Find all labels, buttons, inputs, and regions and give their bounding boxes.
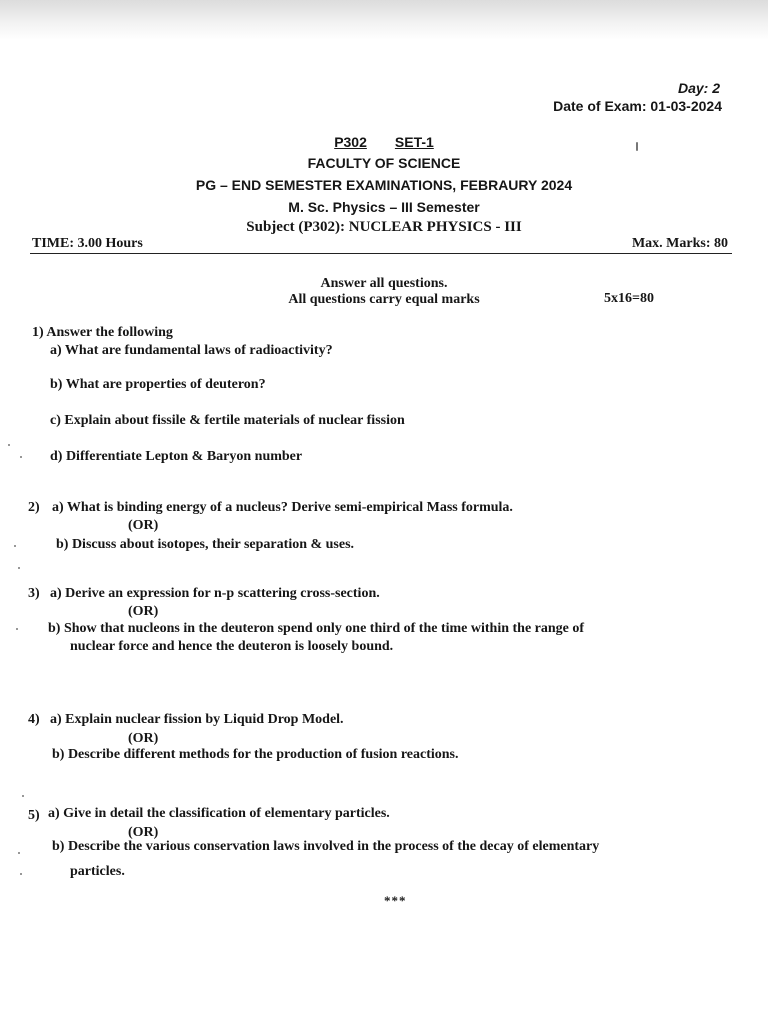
question-2b: b) Discuss about isotopes, their separation & uses. [56,537,355,552]
question-5b-continuation: particles. [70,864,125,879]
end-of-paper-mark: *** [384,893,407,908]
question-5-or: (OR) [128,825,159,840]
question-4b: b) Describe different methods for the production of fusion reactions. [52,747,459,762]
question-2-or: (OR) [128,518,159,533]
faculty-title: FACULTY OF SCIENCE [307,155,461,171]
question-5-number: 5) [28,808,40,823]
question-5b: b) Describe the various conservation laws involved in the process of the decay of elementary [52,839,600,854]
question-1-heading: 1) Answer the following [32,325,173,340]
scan-speck [22,795,24,797]
question-3-or: (OR) [128,604,159,619]
scan-speck [636,142,638,151]
question-1b: b) What are properties of deuteron? [50,377,266,392]
paper-code-line [0,134,768,150]
exam-time: TIME: 3.00 Hours [32,236,143,251]
instruction-line-2: All questions carry equal marks [288,292,480,307]
question-4a: a) Explain nuclear fission by Liquid Drop Model. [50,712,344,727]
exam-date: Date of Exam: 01-03-2024 [553,98,722,114]
course-title: M. Sc. Physics – III Semester [288,199,480,215]
examination-title: PG – END SEMESTER EXAMINATIONS, FEBRAURY 2024 [195,177,573,193]
question-3-number: 3) [28,586,40,601]
question-4-or: (OR) [128,731,159,746]
marks-scheme: 5x16=80 [604,291,654,306]
question-1d: d) Differentiate Lepton & Baryon number [50,449,303,464]
paper-set: SET-1 [394,134,434,150]
header-divider [30,253,732,254]
scan-speck [20,873,22,875]
instruction-line-1: Answer all questions. [320,276,448,291]
question-1a: a) What are fundamental laws of radioactivity? [50,343,333,358]
scan-edge-shadow [0,0,768,40]
question-3b-continuation: nuclear force and hence the deuteron is loosely bound. [70,639,394,654]
exam-day: Day: 2 [677,80,720,96]
question-1c: c) Explain about fissile & fertile materials of nuclear fission [50,413,405,428]
subject-title: Subject (P302): NUCLEAR PHYSICS - III [246,219,522,235]
question-5a: a) Give in detail the classification of elementary particles. [48,806,390,821]
question-3b: b) Show that nucleons in the deuteron spend only one third of the time within the range of [48,621,585,636]
paper-code: P302 [334,134,367,150]
scan-speck [8,444,10,446]
max-marks: Max. Marks: 80 [631,236,728,251]
question-2a: a) What is binding energy of a nucleus? Derive semi-empirical Mass formula. [52,500,513,515]
question-2-number: 2) [28,500,40,515]
scan-speck [20,456,22,458]
scan-speck [18,852,20,854]
scan-speck [16,628,18,630]
scan-speck [18,567,20,569]
scan-speck [14,545,16,547]
question-4-number: 4) [28,712,40,727]
question-3a: a) Derive an expression for n-p scattering cross-section. [50,586,380,601]
